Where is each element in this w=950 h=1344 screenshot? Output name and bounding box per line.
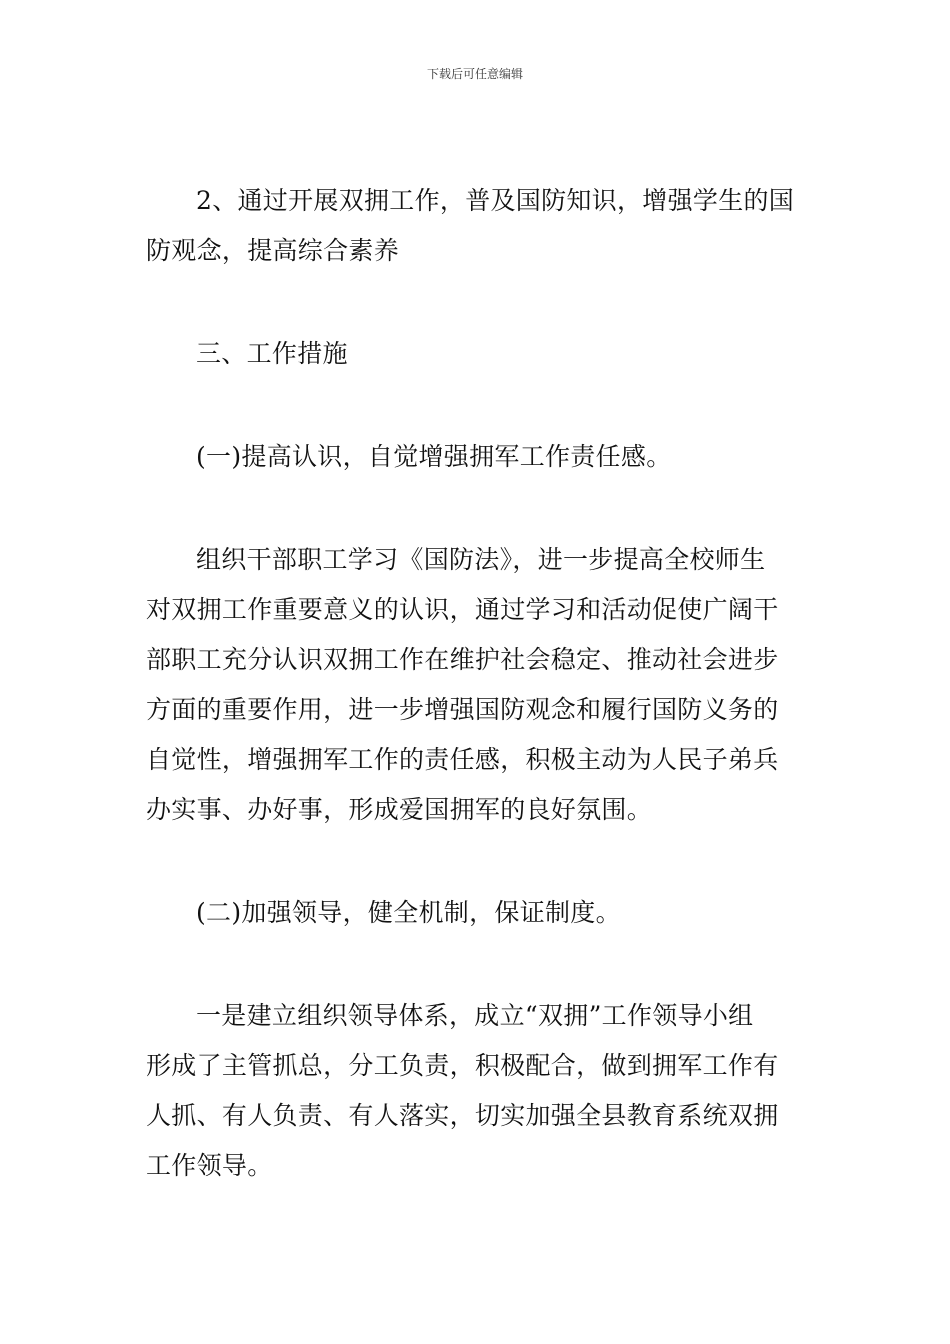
text-line: 对双拥工作重要意义的认识，通过学习和活动促使广阔干 <box>146 595 779 624</box>
text-line: 人抓、有人负责、有人落实，切实加强全县教育系统双拥 <box>146 1101 779 1130</box>
section-heading-3 <box>146 329 814 379</box>
paragraph-spacer <box>146 482 814 535</box>
heading-line: (二)加强领导，健全机制，保证制度。 <box>196 898 621 927</box>
text-line: 防观念，提高综合素养 <box>146 236 400 265</box>
text-line: 办实事、办好事，形成爱国拥军的良好氛围。 <box>146 795 653 824</box>
text-line: 2、通过开展双拥工作，普及国防知识，增强学生的国 <box>196 186 795 215</box>
text-line: 工作领导。 <box>146 1151 273 1180</box>
text-line: 自觉性，增强拥军工作的责任感，积极主动为人民子弟兵 <box>146 745 779 774</box>
paragraph-awareness <box>146 535 814 835</box>
text-line: 部职工充分认识双拥工作在维护社会稳定、推动社会进步 <box>146 645 779 674</box>
heading-line: (一)提高认识，自觉增强拥军工作责任感。 <box>196 442 672 471</box>
text-line: 方面的重要作用，进一步增强国防观念和履行国防义务的 <box>146 695 779 724</box>
paragraph-spacer <box>146 938 814 991</box>
paragraph-spacer <box>146 379 814 432</box>
subheading-2 <box>146 888 814 938</box>
subheading-1 <box>146 432 814 482</box>
paragraph-spacer <box>146 835 814 888</box>
text-line: 形成了主管抓总，分工负责，积极配合，做到拥军工作有 <box>146 1051 779 1080</box>
paragraph-item-2 <box>146 176 814 276</box>
paragraph-spacer <box>146 276 814 329</box>
paragraph-leadership <box>146 991 814 1191</box>
document-body <box>146 176 814 1191</box>
page-header: 下载后可任意编辑 <box>426 67 523 81</box>
text-line: 组织干部职工学习《国防法》，进一步提高全校师生 <box>196 545 766 574</box>
text-line: 一是建立组织领导体系，成立“双拥”工作领导小组 <box>196 1001 754 1030</box>
heading-line: 三、工作措施 <box>196 339 348 368</box>
